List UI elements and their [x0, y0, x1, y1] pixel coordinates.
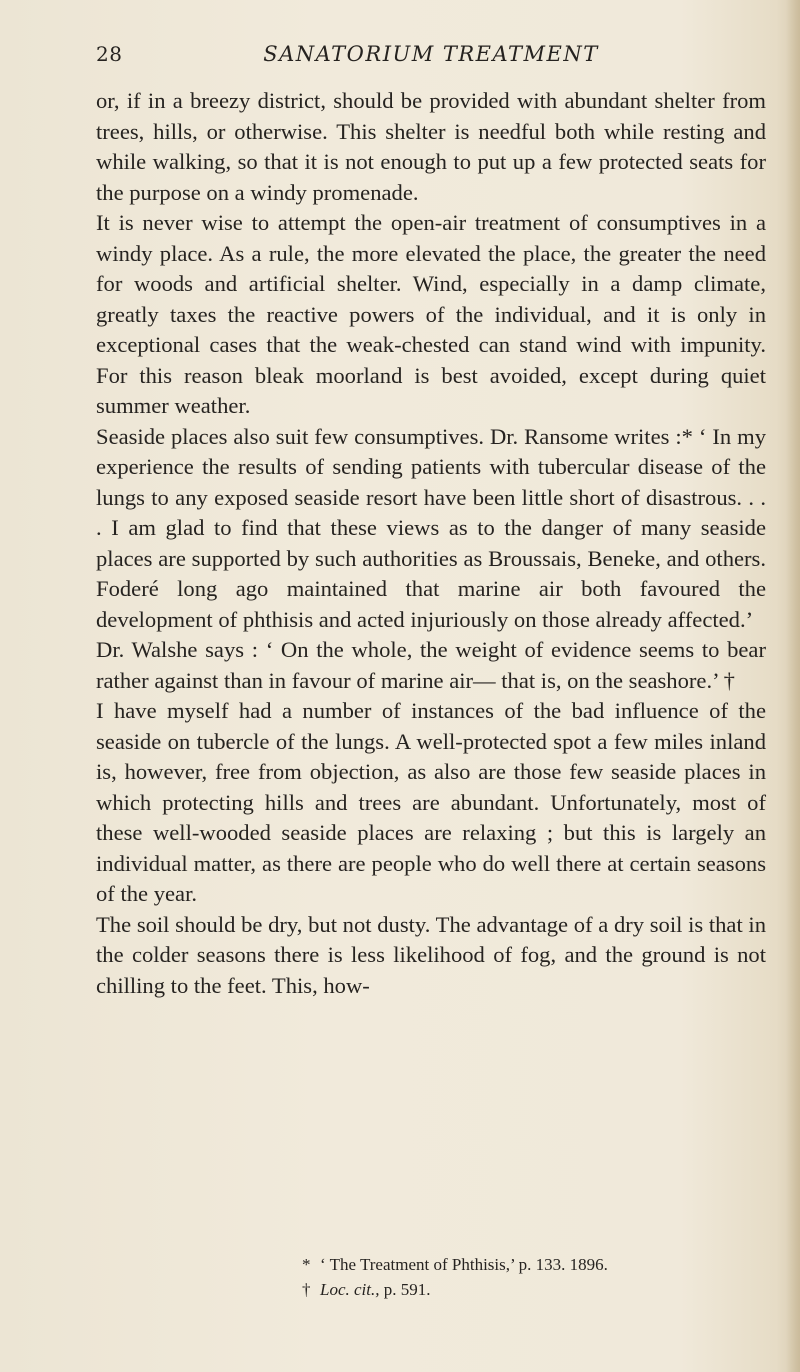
footnote	[96, 1277, 766, 1302]
paragraph: Dr. Walshe says : ‘ On the whole, the weight of evidence seems to bear rather against than in favour of marine air— that is, on the seashore.’ †	[96, 637, 766, 693]
body-text	[96, 86, 766, 1001]
paragraph: I have myself had a number of instances of the bad influence of the seaside on tubercle of the lungs. A well-protected spot a few miles inland is, however, free from objection, as also are those few seaside places in which protecting hills and trees are abundant. Unfortunately, most of these well-wooded seaside places are relaxing ; but this is largely an individual matter, as there are people who do well there at certain seasons of the year.	[96, 698, 766, 906]
footnotes	[96, 1252, 766, 1302]
paragraph: Seaside places also suit few consumptives. Dr. Ransome writes :* ‘ In my experience the results of sending patients with tubercular disease of the lungs to any exposed seaside resort have been little short of disastrous. . . . I am glad to find that these views as to the danger of many seaside places are supported by such authorities as Broussais, Beneke, and others. Foderé long ago maintained that marine air both favoured the development of phthisis and acted injuriously on those already affected.’	[96, 423, 766, 632]
page-number: 28	[96, 42, 123, 66]
paragraph: The soil should be dry, but not dusty. The advantage of a dry soil is that in the colder seasons there is less likelihood of fog, and the ground is not chilling to the feet. This, how-	[96, 911, 766, 998]
footnote-mark: *	[302, 1255, 311, 1274]
footnote-citation: Loc. cit.,	[320, 1280, 380, 1299]
running-title: SANATORIUM TREATMENT	[263, 42, 599, 66]
footnote-text: ‘ The Treatment of Phthisis,’ p. 133. 1896.	[320, 1255, 608, 1274]
footnote-text: p. 591.	[379, 1280, 431, 1299]
footnote	[96, 1252, 766, 1277]
page-header	[96, 42, 766, 72]
page-edge-shadow	[786, 0, 800, 1372]
footnote-mark: †	[302, 1280, 311, 1299]
paragraph: or, if in a breezy district, should be provided with abundant shelter from trees, hills, or otherwise. This shelter is needful both while resting and while walking, so that it is not enough to put up a few protected seats for the purpose on a windy promenade.	[96, 88, 766, 205]
paragraph: It is never wise to attempt the open-air treatment of consumptives in a windy place. As a rule, the more elevated the place, the greater the need for woods and artificial shelter. Wind, especially in a damp climate, greatly taxes the reactive powers of the individual, and it is only in exceptional cases that the weak-chested can stand wind with impunity. For this reason bleak moorland is best avoided, except during quiet summer weather.	[96, 210, 766, 418]
